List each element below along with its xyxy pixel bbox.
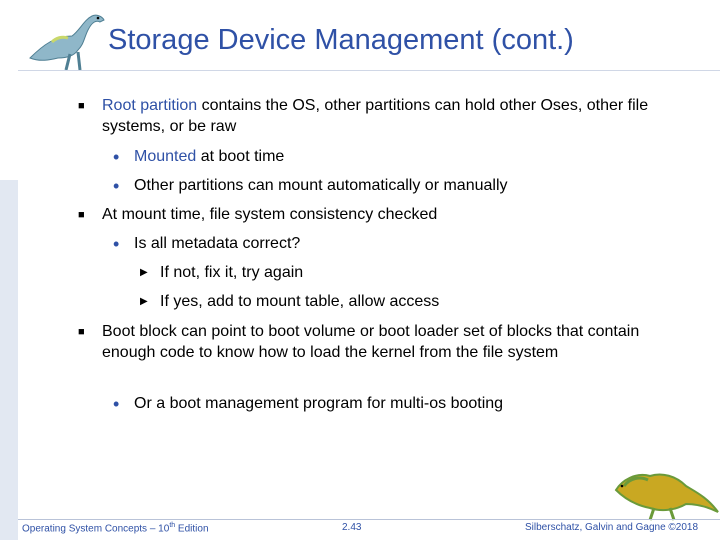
mounted-term: Mounted xyxy=(134,148,197,165)
bullet-other-partitions: Other partitions can mount automatically or manually xyxy=(134,177,508,194)
square-bullet-icon: ■ xyxy=(78,209,85,221)
triangle-bullet-icon: ▶ xyxy=(140,267,148,278)
footer-authors: Silberschatz, Galvin and Gagne ©2018 xyxy=(525,522,699,533)
footer-divider xyxy=(18,519,720,520)
dot-bullet-icon: • xyxy=(113,176,120,196)
bullet-metadata: Is all metadata correct? xyxy=(134,235,301,252)
footer-page-number: 2.43 xyxy=(342,522,362,533)
dot-bullet-icon: • xyxy=(113,234,120,254)
dot-bullet-icon: • xyxy=(113,394,120,414)
side-decoration-bar xyxy=(0,180,18,540)
footer-edition-text: Edition xyxy=(175,523,209,535)
footer-book-title-text: Operating System Concepts – 10 xyxy=(22,523,170,535)
bullet-boot-mgmt: Or a boot management program for multi-os booting xyxy=(134,395,504,412)
bullet-fix-it: If not, fix it, try again xyxy=(160,264,304,281)
dot-bullet-icon: • xyxy=(113,147,120,167)
square-bullet-icon: ■ xyxy=(78,100,85,112)
dinosaur-logo-bottom xyxy=(610,462,720,522)
root-partition-term: Root partition xyxy=(102,97,198,114)
bullet-mount-time: At mount time, file system consistency checked xyxy=(102,206,438,223)
root-partition-text: contains the OS, other partitions can hold other Oses, other file systems, or be raw xyxy=(102,97,649,135)
footer-book-title xyxy=(22,522,209,534)
bullet-boot-block: Boot block can point to boot volume or boot loader set of blocks that contain enough code to know how to load the kernel from the file system xyxy=(102,323,640,361)
slide-title: Storage Device Management (cont.) xyxy=(108,24,574,56)
bullet-add-mount: If yes, add to mount table, allow access xyxy=(160,293,440,310)
bullet-mounted xyxy=(134,146,654,167)
title-divider xyxy=(18,70,720,71)
footer-edition-sup: th xyxy=(169,522,176,529)
dinosaur-logo-top xyxy=(22,6,114,72)
triangle-bullet-icon: ▶ xyxy=(140,296,148,307)
square-bullet-icon: ■ xyxy=(78,326,85,338)
bullet-root-partition xyxy=(102,95,662,137)
mounted-text: at boot time xyxy=(196,148,285,165)
